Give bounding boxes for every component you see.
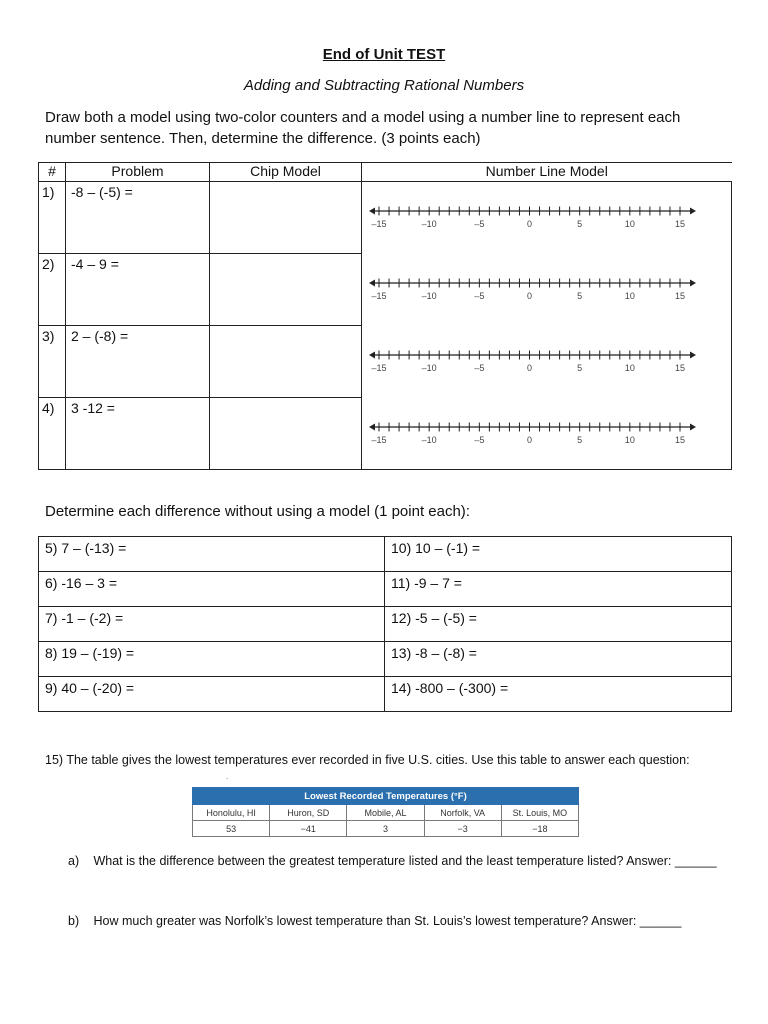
left-arrow-icon xyxy=(369,351,375,358)
page-subtitle: Adding and Subtracting Rational Numbers xyxy=(243,77,525,94)
temperature-value: 3 xyxy=(347,821,424,837)
table-row xyxy=(39,537,732,572)
difference-problem[interactable]: 11) -9 – 7 = xyxy=(385,572,732,607)
number-line xyxy=(362,182,732,252)
tick-label: 0 xyxy=(526,434,533,445)
tick-label: –10 xyxy=(421,434,437,445)
difference-problem[interactable]: 8) 19 – (-19) = xyxy=(39,642,385,677)
tick-label: 5 xyxy=(577,434,583,445)
table-row xyxy=(39,677,732,712)
city-name: St. Louis, MO xyxy=(501,805,578,821)
chip-model-cell[interactable] xyxy=(210,398,362,470)
question-text: How much greater was Norfolk’s lowest temperature than St. Louis’s lowest temperature? Answer: ______ xyxy=(93,914,682,928)
table-row xyxy=(39,326,732,398)
column-header-problem: Problem xyxy=(66,163,210,182)
temperature-value: −18 xyxy=(501,821,578,837)
row-number: 4) xyxy=(39,398,66,470)
difference-problem[interactable]: 14) -800 – (-300) = xyxy=(385,677,732,712)
page-title: End of Unit TEST xyxy=(322,46,446,63)
number-line xyxy=(362,398,732,468)
chip-model-cell[interactable] xyxy=(210,182,362,254)
number-line-cell[interactable] xyxy=(362,398,732,470)
difference-heading: Determine each difference without using a model (1 point each): xyxy=(45,503,470,520)
city-name: Norfolk, VA xyxy=(424,805,501,821)
question-text: What is the difference between the greatest temperature listed and the least temperature listed? Answer: ______ xyxy=(93,854,717,868)
table-row xyxy=(193,821,579,837)
temperatures-table xyxy=(192,787,579,837)
tick-label: –15 xyxy=(371,434,387,445)
problem-text: 2 – (-8) = xyxy=(66,326,210,398)
tick-label: 10 xyxy=(624,219,635,229)
column-header-number-line: Number Line Model xyxy=(362,163,732,182)
tick-label: –10 xyxy=(421,362,437,373)
right-arrow-icon xyxy=(690,351,696,358)
stray-mark: . xyxy=(226,772,229,781)
problem-text: 3 -12 = xyxy=(66,398,210,470)
temperature-value: −41 xyxy=(270,821,347,837)
city-name: Honolulu, HI xyxy=(193,805,270,821)
tick-label: 5 xyxy=(577,290,583,301)
table-row xyxy=(39,607,732,642)
problem-text: -4 – 9 = xyxy=(66,254,210,326)
column-header-number: # xyxy=(39,163,66,182)
difference-problem[interactable]: 12) -5 – (-5) = xyxy=(385,607,732,642)
city-name: Mobile, AL xyxy=(347,805,424,821)
tick-label: –15 xyxy=(371,219,387,229)
chip-model-cell[interactable] xyxy=(210,326,362,398)
tick-label: –15 xyxy=(371,362,387,373)
left-arrow-icon xyxy=(369,279,375,286)
table-row xyxy=(39,572,732,607)
temperature-value: 53 xyxy=(193,821,270,837)
problem-text: -8 – (-5) = xyxy=(66,182,210,254)
question-label: b) xyxy=(68,914,80,928)
number-line-cell[interactable] xyxy=(362,182,732,254)
row-number: 3) xyxy=(39,326,66,398)
tick-label: –5 xyxy=(474,434,485,445)
tick-label: 15 xyxy=(674,219,686,229)
row-number: 2) xyxy=(39,254,66,326)
column-header-chip-model: Chip Model xyxy=(210,163,362,182)
question-15b xyxy=(68,914,682,928)
tick-label: –10 xyxy=(421,290,437,301)
difference-problem[interactable]: 13) -8 – (-8) = xyxy=(385,642,732,677)
tick-label: 5 xyxy=(577,219,583,229)
question-15a xyxy=(68,854,717,868)
number-line xyxy=(362,326,732,396)
difference-problem[interactable]: 10) 10 – (-1) = xyxy=(385,537,732,572)
tick-label: 15 xyxy=(674,434,686,445)
model-table xyxy=(38,162,732,470)
tick-label: 10 xyxy=(624,434,635,445)
table-row xyxy=(39,642,732,677)
question-label: a) xyxy=(68,854,80,868)
tick-label: –5 xyxy=(474,362,485,373)
tick-label: 15 xyxy=(674,290,686,301)
number-line-cell[interactable] xyxy=(362,254,732,326)
difference-problem[interactable]: 5) 7 – (-13) = xyxy=(39,537,385,572)
difference-table xyxy=(38,536,732,712)
tick-label: –15 xyxy=(371,290,387,301)
question-15-text: 15) The table gives the lowest temperatures ever recorded in five U.S. cities. Use this table to answer each question: xyxy=(45,753,690,767)
difference-problem[interactable]: 7) -1 – (-2) = xyxy=(39,607,385,642)
difference-problem[interactable]: 9) 40 – (-20) = xyxy=(39,677,385,712)
chip-model-cell[interactable] xyxy=(210,254,362,326)
table-row xyxy=(39,182,732,254)
temperature-value: −3 xyxy=(424,821,501,837)
temperatures-table-title: Lowest Recorded Temperatures (°F) xyxy=(193,788,579,805)
number-line xyxy=(362,254,732,324)
instructions: Draw both a model using two-color counters and a model using a number line to represent each number sentence. Then, determine the difference. (3 points each) xyxy=(45,109,681,147)
tick-label: 10 xyxy=(624,290,635,301)
table-row xyxy=(39,398,732,470)
table-row xyxy=(39,254,732,326)
right-arrow-icon xyxy=(690,279,696,286)
right-arrow-icon xyxy=(690,423,696,430)
left-arrow-icon xyxy=(369,423,375,430)
tick-label: 0 xyxy=(526,219,533,229)
tick-label: –5 xyxy=(474,290,485,301)
number-line-cell[interactable] xyxy=(362,326,732,398)
tick-label: 10 xyxy=(624,362,635,373)
difference-problem[interactable]: 6) -16 – 3 = xyxy=(39,572,385,607)
tick-label: 15 xyxy=(674,362,686,373)
table-row xyxy=(193,805,579,821)
tick-label: –5 xyxy=(474,219,485,229)
tick-label: –10 xyxy=(421,219,437,229)
tick-label: 0 xyxy=(526,362,533,373)
tick-label: 5 xyxy=(577,362,583,373)
row-number: 1) xyxy=(39,182,66,254)
city-name: Huron, SD xyxy=(270,805,347,821)
tick-label: 0 xyxy=(526,290,533,301)
left-arrow-icon xyxy=(369,208,375,215)
right-arrow-icon xyxy=(690,208,696,215)
